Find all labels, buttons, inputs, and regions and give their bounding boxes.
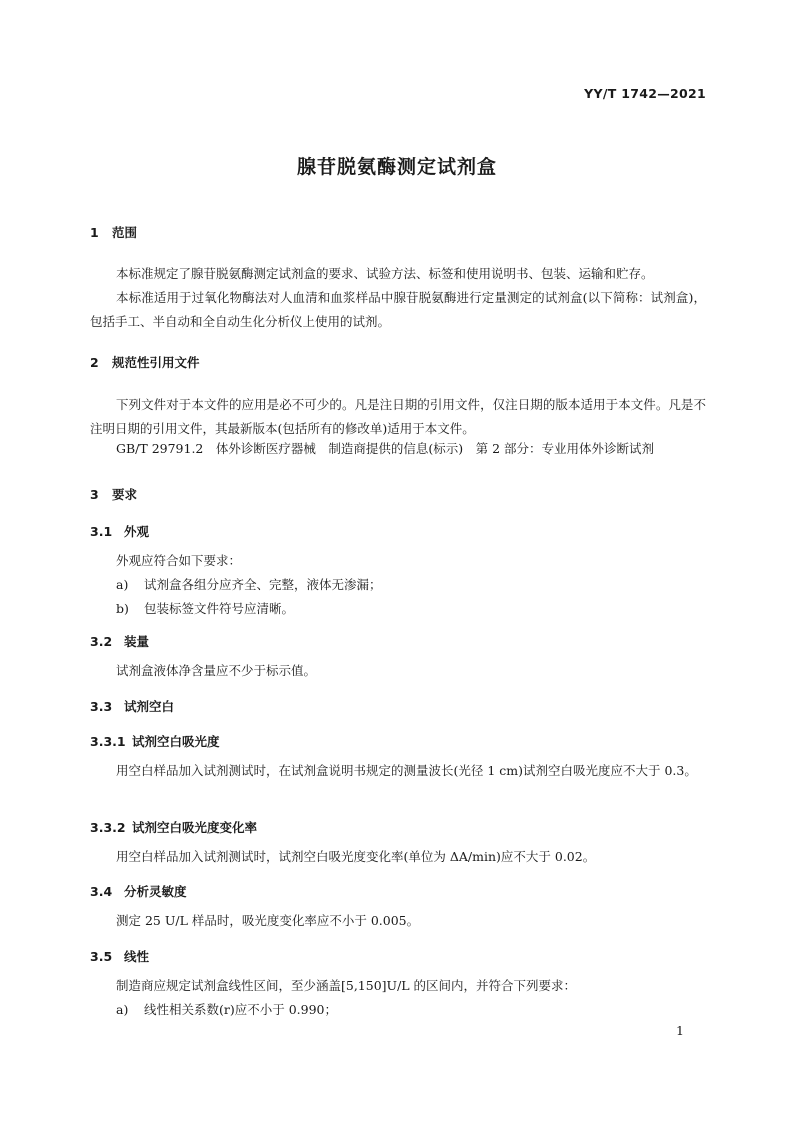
section-number: 3 [90, 487, 99, 502]
list-item [116, 597, 294, 621]
section-heading-1 [90, 223, 137, 241]
section-number: 3.4 [90, 884, 113, 899]
section-title: 要求 [112, 487, 138, 502]
section-number: 3.3.1 [90, 734, 126, 749]
section-heading-3-4 [90, 882, 187, 900]
section-title: 试剂空白吸光度变化率 [132, 820, 258, 835]
section-heading-3-3-1 [90, 732, 220, 750]
section-title: 试剂空白吸光度 [132, 734, 220, 749]
section-title: 装量 [124, 634, 150, 649]
section-title: 外观 [124, 524, 150, 539]
section-heading-3-3 [90, 697, 174, 715]
section-heading-3-5 [90, 947, 149, 965]
list-marker: b) [116, 601, 129, 616]
page-number: 1 [676, 1023, 684, 1038]
section-number: 3.3.2 [90, 820, 126, 835]
section-number: 3.2 [90, 634, 113, 649]
paragraph: 用空白样品加入试剂测试时，试剂空白吸光度变化率(单位为 ΔA/min)应不大于 0.02。 [116, 849, 596, 864]
paragraph: 用空白样品加入试剂测试时，在试剂盒说明书规定的测量波长(光径 1 cm)试剂空白吸光度应不大于 0.3。 [116, 763, 697, 778]
list-text: 线性相关系数(r)应不小于 0.990； [144, 1002, 337, 1017]
section-title: 试剂空白 [124, 699, 175, 714]
paragraph: 外观应符合如下要求： [116, 553, 242, 568]
paragraph: 本标准适用于过氧化物酶法对人血清和血浆样品中腺苷脱氨酶进行定量测定的试剂盒(以下简称：试剂盒)，包括手工、半自动和全自动生化分析仪上使用的试剂。 [90, 290, 706, 329]
section-number: 2 [90, 355, 99, 370]
section-heading-3 [90, 485, 137, 503]
paragraph: 下列文件对于本文件的应用是必不可少的。凡是注日期的引用文件，仅注日期的版本适用于本文件。凡是不注明日期的引用文件，其最新版本(包括所有的修改单)适用于本文件。 [90, 397, 706, 436]
document-title: 腺苷脱氨酶测定试剂盒 [296, 156, 497, 178]
section-heading-3-3-2 [90, 818, 257, 836]
section-heading-2 [90, 353, 200, 371]
normative-reference: GB/T 29791.2 体外诊断医疗器械 制造商提供的信息(标示) 第 2 部分：专业用体外诊断试剂 [116, 441, 655, 456]
standard-code: YY/T 1742—2021 [584, 86, 706, 101]
list-text: 试剂盒各组分应齐全、完整，液体无渗漏； [144, 577, 382, 592]
paragraph: 测定 25 U/L 样品时，吸光度变化率应不小于 0.005。 [116, 913, 420, 928]
list-marker: a) [116, 1002, 129, 1017]
section-title: 线性 [124, 949, 150, 964]
list-marker: a) [116, 577, 129, 592]
list-item [116, 573, 382, 597]
list-text: 包装标签文件符号应清晰。 [144, 601, 295, 616]
section-number: 3.5 [90, 949, 113, 964]
list-item [116, 998, 337, 1022]
section-title: 规范性引用文件 [112, 355, 200, 370]
section-number: 1 [90, 225, 99, 240]
paragraph: 制造商应规定试剂盒线性区间，至少涵盖[5,150]U/L 的区间内，并符合下列要求： [116, 978, 577, 993]
paragraph: 本标准规定了腺苷脱氨酶测定试剂盒的要求、试验方法、标签和使用说明书、包装、运输和贮存。 [116, 266, 654, 281]
section-heading-3-2 [90, 632, 149, 650]
section-title: 范围 [112, 225, 138, 240]
section-number: 3.1 [90, 524, 113, 539]
section-title: 分析灵敏度 [124, 884, 187, 899]
section-number: 3.3 [90, 699, 113, 714]
paragraph: 试剂盒液体净含量应不少于标示值。 [116, 663, 317, 678]
section-heading-3-1 [90, 522, 149, 540]
